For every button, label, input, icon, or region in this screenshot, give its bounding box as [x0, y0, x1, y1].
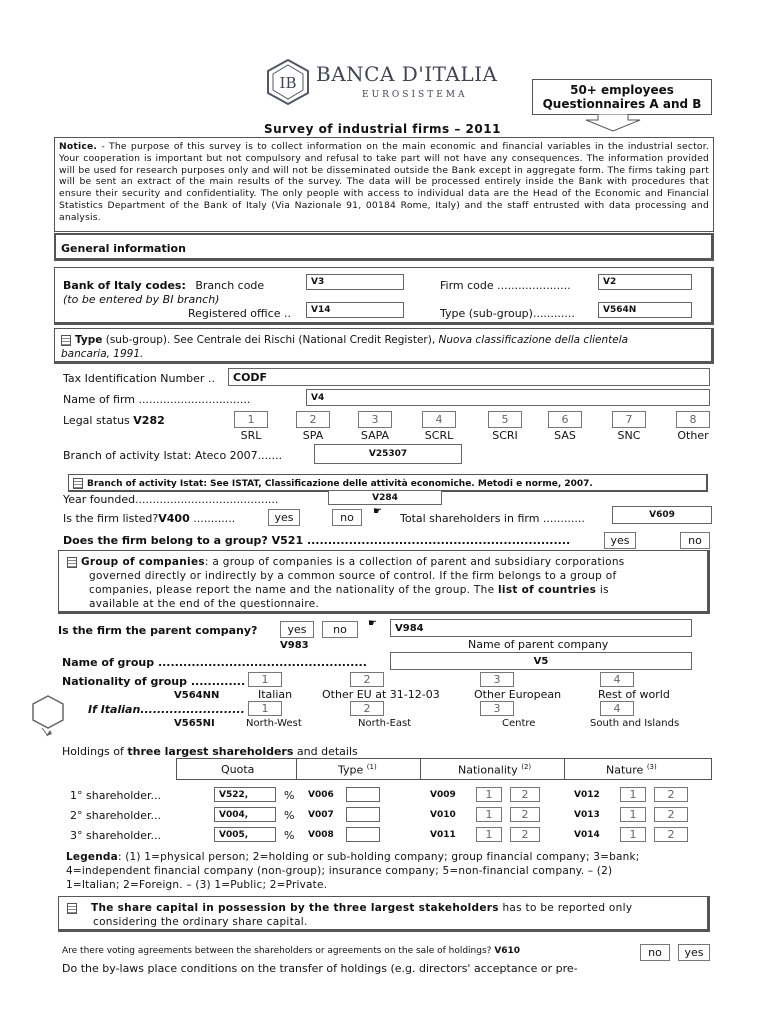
logo-name: BANCA D'ITALIA [316, 62, 498, 86]
nature-opt1-2[interactable]: 1 [620, 807, 646, 822]
nature-opt2-3[interactable]: 2 [654, 827, 688, 842]
shareholder-label-2: 2° shareholder... [70, 809, 161, 822]
codes-sublabel: (to be entered by BI branch) [63, 293, 220, 306]
founded-field[interactable]: V284 [328, 490, 442, 505]
italian-option-2[interactable]: 2 [350, 701, 384, 716]
type-code-1: V006 [308, 790, 334, 800]
type-field-2[interactable] [346, 807, 380, 822]
note-icon [73, 478, 83, 489]
hexagon-marker-icon [30, 694, 66, 738]
logo-sub: EUROSISTEMA [362, 90, 468, 100]
italian-label-2: North-East [358, 718, 412, 729]
badge-arrow-icon [578, 114, 648, 132]
quota-field-2[interactable]: V004, [214, 807, 276, 822]
quota-header: Quota [221, 763, 255, 776]
group-name-label: Name of group .................................................. [62, 656, 367, 669]
group-no-option[interactable]: no [680, 532, 710, 549]
firm-name-field[interactable]: V4 [306, 389, 710, 406]
type-note: Type (sub-group). See Centrale dei Rischi (National Credit Register), Nuova classificazione della clientela bancaria, 1991. [54, 328, 714, 364]
nationality-code-1: V009 [430, 790, 456, 800]
share-note: The share capital in possession by the three largest stakeholders has to be reported only considering the ordinary share capital. [58, 896, 710, 932]
bank-monogram-icon [264, 58, 312, 106]
nationality-option-3[interactable]: 3 [480, 672, 514, 687]
type-code-3: V008 [308, 830, 334, 840]
total-shareholders-field[interactable]: V609 [612, 506, 712, 524]
type-label: Type (sub-group)............ [440, 307, 575, 320]
listed-label: Is the firm listed?V400 ............ [63, 512, 236, 525]
nationality-label: Nationality of group ............. [62, 675, 246, 688]
legal-status-label-3: SAPA [360, 429, 390, 442]
notice-text: Notice. - The purpose of this survey is to collect information on the main economic and financial variables in the industrial sector. Your cooperation is important but not compulsory and refusal to take part will not have any consequences. The information provided will be used for research purposes only and will not be disseminated outside the Bank except in aggregate form. The firms taking part will be sent an extract of the main results of the survey. The data will be processed entirely inside the Bank with procedures that ensure their security and confidentiality. The only people with access to individual data are the Head of the Economic and Financial Statistics Department of the Bank of Italy (Via Nazionale 91, 00184 Rome, Italy) and the staff entrusted with data processing and analysis. [59, 141, 709, 223]
firm-name-label: Name of firm ................................ [63, 393, 251, 406]
legal-status-label-5: SCRI [492, 429, 518, 442]
notice-panel [54, 137, 714, 232]
quota-field-3[interactable]: V005, [214, 827, 276, 842]
legal-status-label-2: SPA [302, 429, 324, 442]
percent-sign-3: % [284, 829, 295, 842]
nature-opt1-3[interactable]: 1 [620, 827, 646, 842]
badge-line1: 50+ employees [570, 83, 674, 97]
shareholder-label-1: 1° shareholder... [70, 789, 161, 802]
type-field-3[interactable] [346, 827, 380, 842]
nationality-opt2-2[interactable]: 2 [510, 807, 540, 822]
total-shareholders-label: Total shareholders in firm ............ [400, 512, 585, 525]
legal-status-option-5[interactable]: 5 [488, 411, 522, 428]
nationality-code-2: V010 [430, 810, 456, 820]
registered-office-field[interactable]: V14 [306, 302, 404, 318]
group-question: Does the firm belong to a group? V521 ............................................................... [63, 534, 571, 547]
parent-name-field[interactable]: V984 [390, 619, 692, 637]
legal-status-label: Legal status V282 [63, 414, 165, 427]
voting-question: Are there voting agreements between the shareholders or agreements on the sale of holdings? V610 [62, 946, 521, 956]
nationality-label-4: Rest of world [598, 688, 670, 701]
ateco-note: Branch of activity Istat: See ISTAT, Classificazione delle attività economiche. Metodi e norme, 2007. [68, 474, 708, 492]
questionnaire-badge [532, 79, 712, 115]
nature-opt1-1[interactable]: 1 [620, 787, 646, 802]
legal-status-option-7[interactable]: 7 [612, 411, 646, 428]
nationality-code-3: V011 [430, 830, 456, 840]
type-field[interactable]: V564N [598, 302, 692, 318]
legal-status-label-6: SAS [554, 429, 576, 442]
type-field-1[interactable] [346, 787, 380, 802]
legal-status-option-6[interactable]: 6 [548, 411, 582, 428]
italian-label: If Italian......................... [88, 703, 245, 716]
nationality-code: V564NN [174, 690, 220, 701]
nationality-header: Nationality $^{(2)}$ [458, 763, 532, 777]
group-name-field[interactable]: V5 [390, 652, 692, 670]
italian-label-1: North-West [246, 718, 302, 729]
nature-code-1: V012 [574, 790, 600, 800]
codes-label: Bank of Italy codes: Branch code [63, 279, 265, 292]
nationality-opt2-3[interactable]: 2 [510, 827, 540, 842]
firm-code-field[interactable]: V2 [598, 274, 692, 290]
nature-code-3: V014 [574, 830, 600, 840]
legal-status-option-8[interactable]: 8 [676, 411, 710, 428]
badge-line2: Questionnaires A and B [542, 97, 702, 111]
page-title: Survey of industrial firms – 2011 [264, 122, 501, 136]
nature-header: Nature $^{(3)}$ [606, 763, 657, 777]
note-icon [61, 335, 71, 346]
listed-no-option[interactable]: no [332, 509, 362, 526]
legal-status-label-8: Other [677, 429, 709, 442]
listed-yes-option[interactable]: yes [268, 509, 300, 526]
legal-status-option-2[interactable]: 2 [296, 411, 330, 428]
parent-code: V983 [280, 640, 309, 651]
note-icon [67, 557, 77, 568]
bylaws-question: Do the by-laws place conditions on the transfer of holdings (e.g. directors' acceptance or pre- [62, 962, 578, 975]
nationality-label-1: Italian [258, 688, 293, 701]
parent-name-label: Name of parent company [468, 638, 609, 651]
general-info-title: General information [61, 242, 186, 255]
percent-sign-1: % [284, 789, 295, 802]
group-yes-option[interactable]: yes [604, 532, 636, 549]
quota-field-1[interactable]: V522, [214, 787, 276, 802]
nationality-label-3: Other European [474, 688, 562, 701]
parent-question: Is the firm the parent company? [58, 624, 258, 637]
note-icon [67, 903, 77, 914]
ateco-field[interactable]: V25307 [314, 444, 462, 464]
italian-option-4[interactable]: 4 [600, 701, 634, 716]
pointing-hand-icon: ☛ [373, 506, 382, 517]
type-header: Type $^{(1)}$ [338, 763, 377, 777]
voting-no-option[interactable]: no [640, 944, 670, 961]
logo [264, 58, 514, 108]
italian-label-4: South and Islands [590, 718, 680, 729]
general-info-header [54, 233, 714, 261]
branch-code-field[interactable]: V3 [306, 274, 404, 290]
holdings-intro: Holdings of three largest shareholders and details [62, 745, 358, 758]
legal-status-label-1: SRL [240, 429, 262, 442]
nature-opt2-1[interactable]: 2 [654, 787, 688, 802]
legal-status-label-4: SCRL [424, 429, 454, 442]
group-note: Group of companies: a group of companies is a collection of parent and subsidiary corporations governed directly or indirectly by a common source of control. If the firm belongs to a group of companies, please report the name and the nationality of the group. The list of countries is available at the end of the questionnaire. [58, 550, 710, 614]
tax-id-label: Tax Identification Number .. [63, 372, 215, 385]
nature-opt2-2[interactable]: 2 [654, 807, 688, 822]
legenda: Legenda: (1) 1=physical person; 2=holding or sub-holding company; group financial company; 3=bank; 4=independent financial company (non-group); insurance company; 5=non-financial company. – (2) 1=Italian; 2=Foreign. – (3) 1=Public; 2=Private. [66, 851, 640, 891]
pointing-hand-icon: ☛ [368, 618, 377, 629]
tax-id-field[interactable]: CODF [228, 368, 710, 386]
nationality-opt2-1[interactable]: 2 [510, 787, 540, 802]
legal-status-option-4[interactable]: 4 [422, 411, 456, 428]
legal-status-option-1[interactable]: 1 [234, 411, 268, 428]
italian-label-3: Centre [502, 718, 536, 729]
legal-status-option-3[interactable]: 3 [358, 411, 392, 428]
italian-option-3[interactable]: 3 [480, 701, 514, 716]
parent-no-option[interactable]: no [322, 621, 358, 638]
svg-text:IB: IB [279, 74, 297, 92]
percent-sign-2: % [284, 809, 295, 822]
nationality-opt1-1[interactable]: 1 [476, 787, 502, 802]
nationality-option-2[interactable]: 2 [350, 672, 384, 687]
shareholder-label-3: 3° shareholder... [70, 829, 161, 842]
voting-yes-option[interactable]: yes [678, 944, 710, 961]
nationality-opt1-2[interactable]: 1 [476, 807, 502, 822]
type-code-2: V007 [308, 810, 334, 820]
firm-code-label: Firm code ..................... [440, 279, 571, 292]
nationality-option-1[interactable]: 1 [248, 672, 282, 687]
founded-label: Year founded......................................... [63, 493, 279, 506]
nature-code-2: V013 [574, 810, 600, 820]
italian-code: V565NI [174, 718, 215, 729]
nationality-label-2: Other EU at 31-12-03 [322, 688, 440, 701]
legal-status-label-7: SNC [617, 429, 641, 442]
italian-option-1[interactable]: 1 [248, 701, 282, 716]
parent-yes-option[interactable]: yes [280, 621, 314, 638]
nationality-opt1-3[interactable]: 1 [476, 827, 502, 842]
nationality-option-4[interactable]: 4 [600, 672, 634, 687]
ateco-label: Branch of activity Istat: Ateco 2007....... [63, 449, 283, 462]
registered-label: Registered office .. [188, 307, 291, 320]
